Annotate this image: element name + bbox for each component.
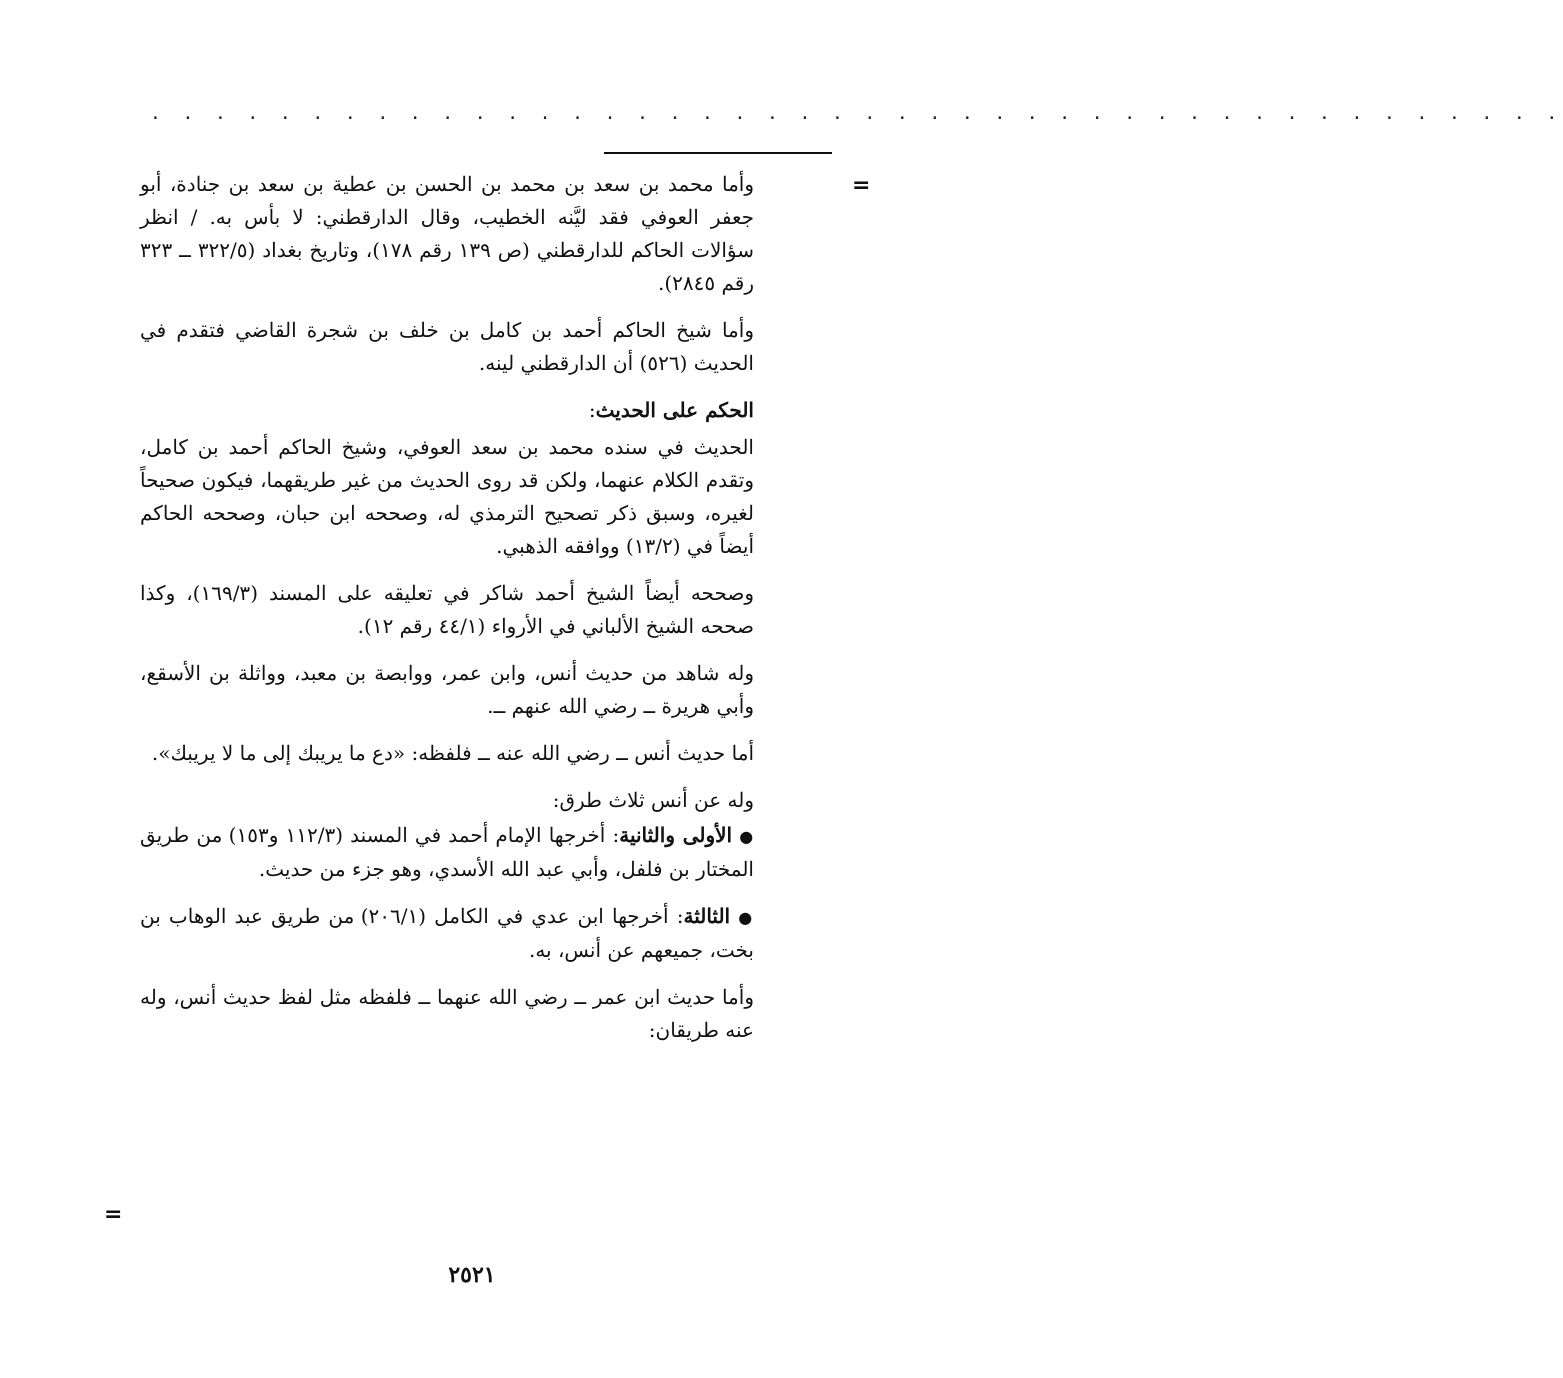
continuation-mark-top: = [852, 173, 871, 198]
paragraph-anas-hadith: أما حديث أنس ــ رضي الله عنه ــ فلفظه: «دع ما يريبك إلى ما لا يريبك». [151, 741, 754, 765]
bullet-lead: الأولى والثانية [619, 823, 733, 847]
paragraph-hakim-sheikh: وأما شيخ الحاكم أحمد بن كامل بن خلف بن شجرة القاضي فتقدم في الحديث (٥٢٦) أن الدارقطني لينه. [140, 318, 754, 375]
bullet-item-first-second [140, 819, 754, 886]
bullet-item-third [140, 900, 754, 967]
page-body [140, 168, 754, 1061]
bullet-icon: ● [738, 908, 754, 927]
paragraph-ibn-umar: وأما حديث ابن عمر ــ رضي الله عنهما ــ فلفظه مثل لفظ حديث أنس، وله عنه طريقان: [140, 985, 754, 1042]
continuation-mark-bottom: = [104, 1202, 123, 1227]
paragraph-shakir-albani: وصححه أيضاً الشيخ أحمد شاكر في تعليقه على المسند (١٦٩/٣)، وكذا صححه الشيخ الألباني في الأرواء (٤٤/١ رقم ١٢). [140, 581, 755, 638]
header-dotted-line: . . . . . . . . . . . . . . . . . . . . . . . . . . . . . . . . . . . . . . . . . . . . [150, 103, 1563, 124]
paragraph-ruling: الحديث في سنده محمد بن سعد العوفي، وشيخ الحاكم أحمد بن كامل، وتقدم الكلام عنهما، ولكن قد روى الحديث من غير طريقهما، فيكون صحيحاً لغيره، وسبق ذكر تصحيح الترمذي له، وصححه ابن حبان، وصححه الحاكم أيضاً في (١٣/٢) ووافقه الذهبي. [140, 435, 754, 558]
bullet-icon: ● [739, 827, 755, 846]
bullet-text: : أخرجها الإمام أحمد في المسند (١١٢/٣ و١٥٣) من طريق المختار بن فلفل، وأبي عبد الله الأسدي، وهو جزء من حديث. [140, 823, 754, 881]
page-number: ٢٥٢١ [448, 1262, 496, 1288]
paragraph-anas-routes: وله عن أنس ثلاث طرق: [552, 788, 754, 812]
bullet-text: : أخرجها ابن عدي في الكامل (٢٠٦/١) من طريق عبد الوهاب بن بخت، جميعهم عن أنس، به. [140, 904, 754, 962]
footnote-separator-rule [604, 152, 832, 154]
section-heading [140, 394, 754, 427]
bullet-lead: الثالثة [683, 904, 731, 928]
heading-colon: : [588, 398, 596, 422]
heading-text: الحكم على الحديث [595, 398, 754, 422]
paragraph-awfi-note: وأما محمد بن سعد بن محمد بن الحسن بن عطية بن سعد بن جنادة، أبو جعفر العوفي فقد ليَّنه الخطيب، وقال الدارقطني: لا بأس به. / انظر سؤالات الحاكم للدارقطني (ص ١٣٩ رقم ١٧٨)، وتاريخ بغداد (٣٢٢/٥ ــ ٣٢٣ رقم ٢٨٤٥). [140, 172, 755, 295]
paragraph-witnesses: وله شاهد من حديث أنس، وابن عمر، ووابصة بن معبد، وواثلة بن الأسقع، وأبي هريرة ــ رضي الله عنهم ــ. [140, 661, 754, 718]
